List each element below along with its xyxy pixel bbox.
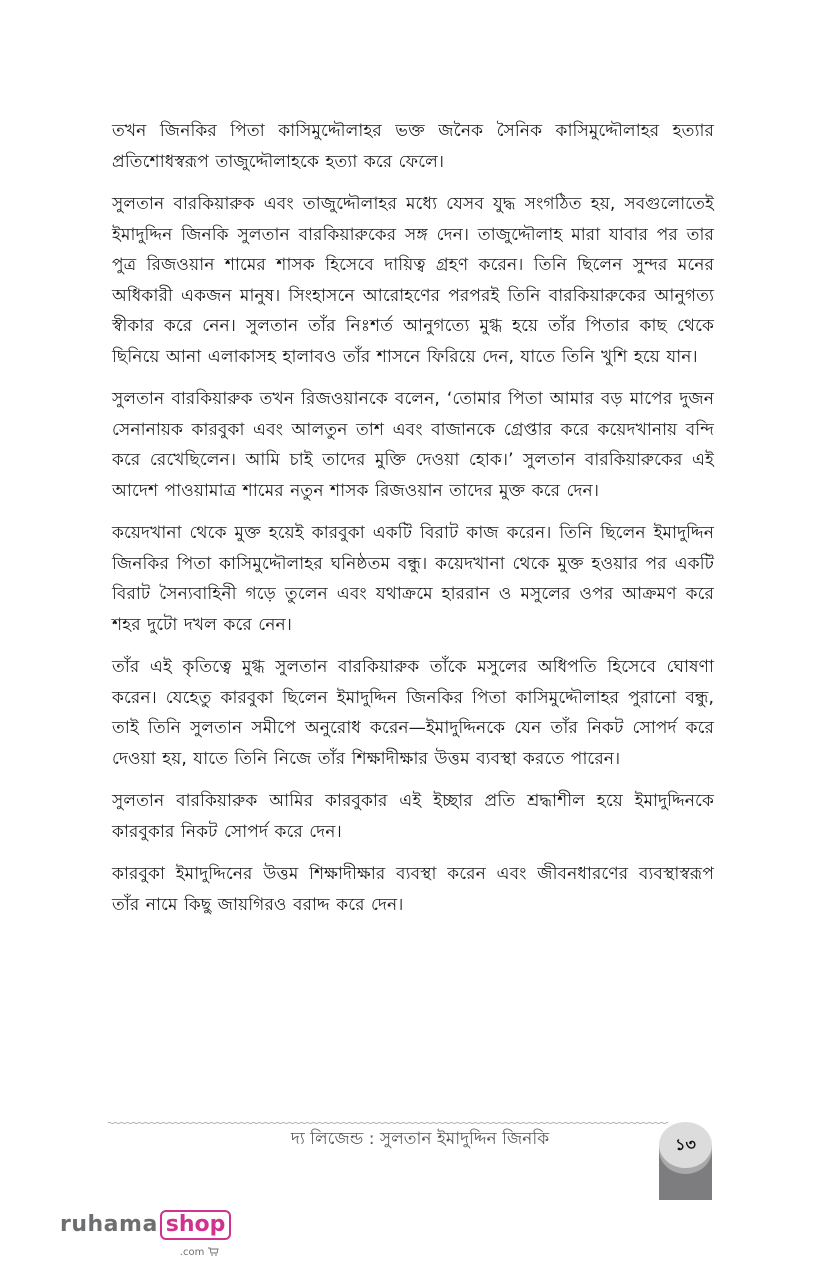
paragraph: তাঁর এই কৃতিত্বে মুগ্ধ সুলতান বারকিয়ারুক তাঁকে মসুলের অধিপতি হিসেবে ঘোষণা করেন। যেহেতু কারবুকা ছিলেন ইমাদুদ্দিন জিনকির পিতা কাসিমুদ্দৌলাহর পুরানো বন্ধু, তাই তিনি সুলতান সমীপে অনুরোধ করেন—ইমাদুদ্দিনকে যেন তাঁর নিকট সোপর্দ করে দেওয়া হয়, যাতে তিনি নিজে তাঁর শিক্ষাদীক্ষার উত্তম ব্যবস্থা করতে পারেন। (112, 657, 714, 769)
page-number: ১৩ (659, 1122, 712, 1168)
logo-shop-bubble (160, 1210, 232, 1258)
logo-domain (180, 1240, 219, 1266)
ruhamashop-logo (60, 1210, 231, 1258)
running-title: দ্য লিজেন্ড : সুলতান ইমাদুদ্দিন জিনকি (290, 1129, 550, 1149)
paragraph: কারবুকা ইমাদুদ্দিনের উত্তম শিক্ষাদীক্ষার ব্যবস্থা করেন এবং জীবনধারণের ব্যবস্থাস্বরূপ তাঁর নামে কিছু জায়গিরও বরাদ্দ করে দেন। (112, 864, 714, 915)
page-number-tab (659, 1122, 712, 1200)
page-body (112, 116, 714, 932)
paragraph: তখন জিনকির পিতা কাসিমুদ্দৌলাহর ভক্ত জনৈক সৈনিক কাসিমুদ্দৌলাহর হত্যার প্রতিশোধস্বরূপ তাজুদ্দৌলাহকে হত্যা করে ফেলে। (112, 121, 714, 172)
shopping-cart-icon (208, 1247, 219, 1256)
logo-text-ruhama: ruhama (60, 1212, 158, 1237)
paragraph: সুলতান বারকিয়ারুক আমির কারবুকার এই ইচ্ছার প্রতি শ্রদ্ধাশীল হয়ে ইমাদুদ্দিনকে কারবুকার নিকট সোপর্দ করে দেন। (112, 791, 714, 842)
paragraph: কয়েদখানা থেকে মুক্ত হয়েই কারবুকা একটি বিরাট কাজ করেন। তিনি ছিলেন ইমাদুদ্দিন জিনকির পিতা কাসিমুদ্দৌলাহর ঘনিষ্ঠতম বন্ধু। কয়েদখানা থেকে মুক্ত হওয়ার পর একটি বিরাট সৈন্যবাহিনী গড়ে তুলেন এবং যথাক্রমে হাররান ও মসুলের ওপর আক্রমণ করে শহর দুটো দখল করে নেন। (112, 523, 714, 635)
logo-text-com: .com (179, 1247, 205, 1258)
paragraph: সুলতান বারকিয়ারুক এবং তাজুদ্দৌলাহর মধ্যে যেসব যুদ্ধ সংগঠিত হয়, সবগুলোতেই ইমাদুদ্দিন জিনকি সুলতান বারকিয়ারুকের সঙ্গ দেন। তাজুদ্দৌলাহ মারা যাবার পর তার পুত্র রিজওয়ান শামের শাসক হিসেবে দায়িত্ব গ্রহণ করেন। তিনি ছিলেন সুন্দর মনের অধিকারী একজন মানুষ। সিংহাসনে আরোহণের পরপরই তিনি বারকিয়ারুকের আনুগত্য স্বীকার করে নেন। সুলতান তাঁর নিঃশর্ত আনুগত্যে মুগ্ধ হয়ে তাঁর পিতার কাছ থেকে ছিনিয়ে আনা এলাকাসহ হালাবও তাঁর শাসনে ফিরিয়ে দেন, যাতে তিনি খুশি হয়ে যান। (112, 194, 714, 367)
paragraph: সুলতান বারকিয়ারুক তখন রিজওয়ানকে বলেন, ‘তোমার পিতা আমার বড় মাপের দুজন সেনানায়ক কারবুকা এবং আলতুন তাশ এবং বাজানকে গ্রেপ্তার করে কয়েদখানায় বন্দি করে রেখেছিলেন। আমি চাই তাদের মুক্তি দেওয়া হোক।’ সুলতান বারকিয়ারুকের এই আদেশ পাওয়ামাত্র শামের নতুন শাসক রিজওয়ান তাদের মুক্ত করে দেন। (112, 389, 714, 501)
logo-text-shop: shop (165, 1212, 226, 1237)
